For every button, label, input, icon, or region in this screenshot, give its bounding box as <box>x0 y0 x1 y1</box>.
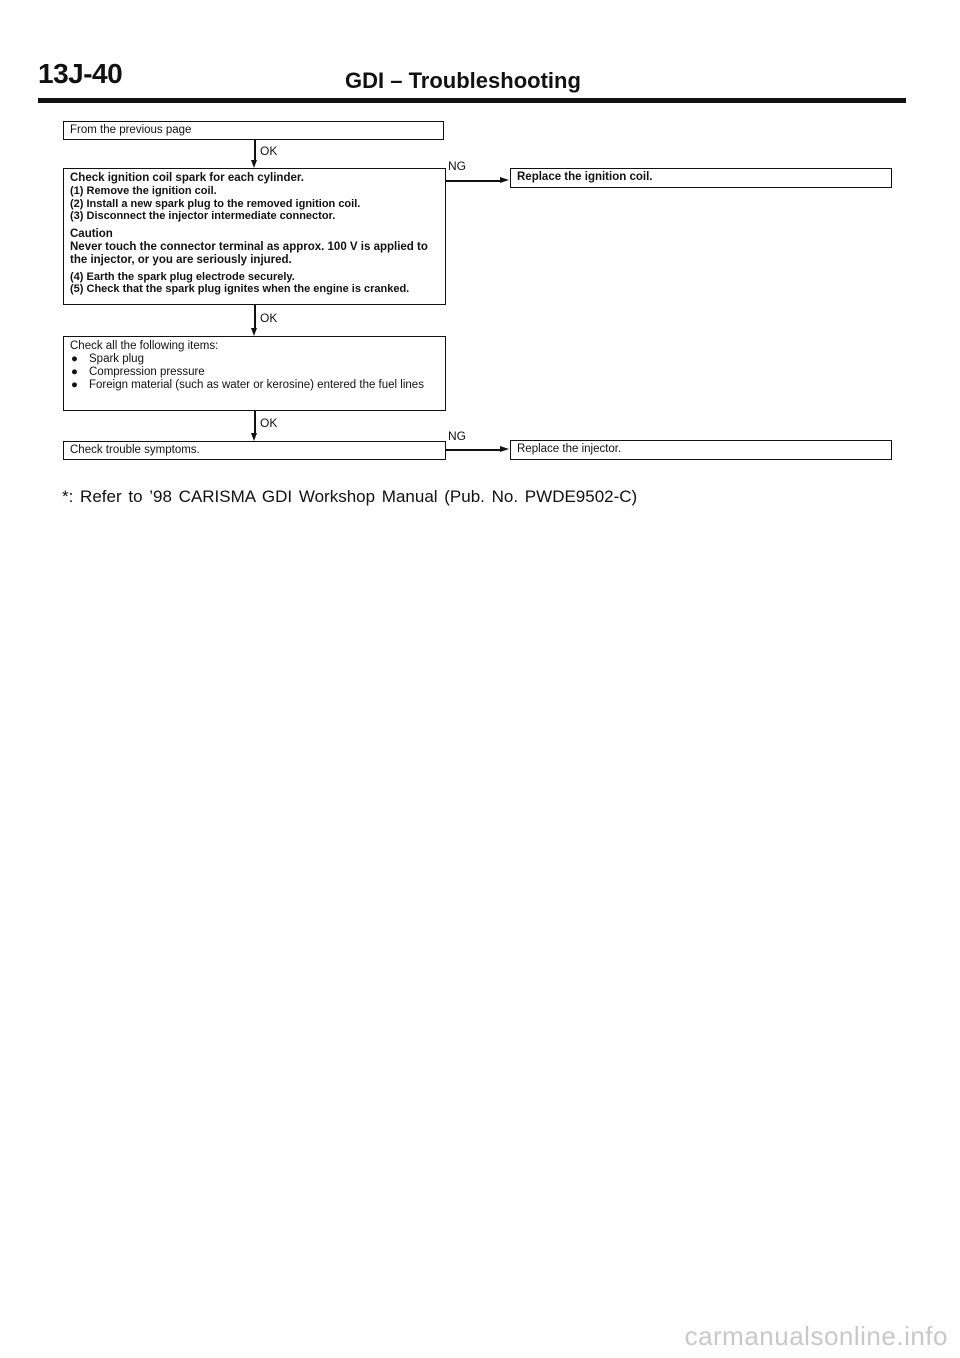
step2-bullet-2: Compression pressure <box>89 366 205 378</box>
ok-label-2: OK <box>260 311 278 325</box>
start-box <box>63 121 444 140</box>
replace-ignition-coil-label: Replace the ignition coil. <box>517 171 653 183</box>
connector-ng-3 <box>446 449 501 451</box>
bullet-icon: ● <box>71 366 78 378</box>
list-item <box>70 379 439 392</box>
page-number: 13J-40 <box>38 58 123 89</box>
list-item <box>70 366 439 379</box>
caution-text: Never touch the connector terminal as approx. 100 V is applied to the injector, or you are seriously injured. <box>70 240 428 266</box>
arrow-down-icon <box>251 160 257 168</box>
connector-step1-step2 <box>254 305 256 329</box>
step3-label: Check trouble symptoms. <box>70 444 200 456</box>
step1-box <box>63 168 446 305</box>
arrow-down-icon <box>251 328 257 336</box>
start-box-label: From the previous page <box>70 124 192 136</box>
step2-bullet-3: Foreign material (such as water or kerosine) entered the fuel lines <box>89 379 424 391</box>
replace-injector-label: Replace the injector. <box>517 443 622 455</box>
step2-bullet-1: Spark plug <box>89 353 144 365</box>
ok-label-3: OK <box>260 416 278 430</box>
step1-item-3: (3) Disconnect the injector intermediate connector. <box>70 210 336 222</box>
replace-injector-box <box>510 440 892 460</box>
step1-item-1: (1) Remove the ignition coil. <box>70 185 217 197</box>
bullet-icon: ● <box>71 379 78 391</box>
ng-label-1: NG <box>448 159 466 173</box>
ok-label-1: OK <box>260 144 278 158</box>
connector-step2-step3 <box>254 411 256 434</box>
replace-ignition-coil-box <box>510 168 892 188</box>
arrow-right-icon <box>500 446 509 452</box>
connector-ng-1 <box>446 180 501 182</box>
step1-item-4: (4) Earth the spark plug electrode securely. <box>70 270 295 283</box>
step2-box <box>63 336 446 411</box>
bullet-icon: ● <box>71 353 78 365</box>
footnote: *: Refer to ’98 CARISMA GDI Workshop Manual (Pub. No. PWDE9502-C) <box>62 487 638 506</box>
page-title: GDI – Troubleshooting <box>345 68 581 93</box>
arrow-down-icon <box>251 433 257 441</box>
step1-item-5: (5) Check that the spark plug ignites when the engine is cranked. <box>70 283 410 295</box>
watermark: carmanualsonline.info <box>684 1321 948 1351</box>
arrow-right-icon <box>500 177 509 183</box>
caution-title: Caution <box>70 227 113 240</box>
step1-heading: Check ignition coil spark for each cylinder. <box>70 172 304 184</box>
header-rule <box>38 98 906 103</box>
list-item <box>70 353 439 366</box>
step3-box <box>63 441 446 460</box>
step2-heading: Check all the following items: <box>70 340 219 352</box>
connector-start-step1 <box>254 140 256 161</box>
step1-item-2: (2) Install a new spark plug to the removed ignition coil. <box>70 197 361 210</box>
ng-label-3: NG <box>448 429 466 443</box>
